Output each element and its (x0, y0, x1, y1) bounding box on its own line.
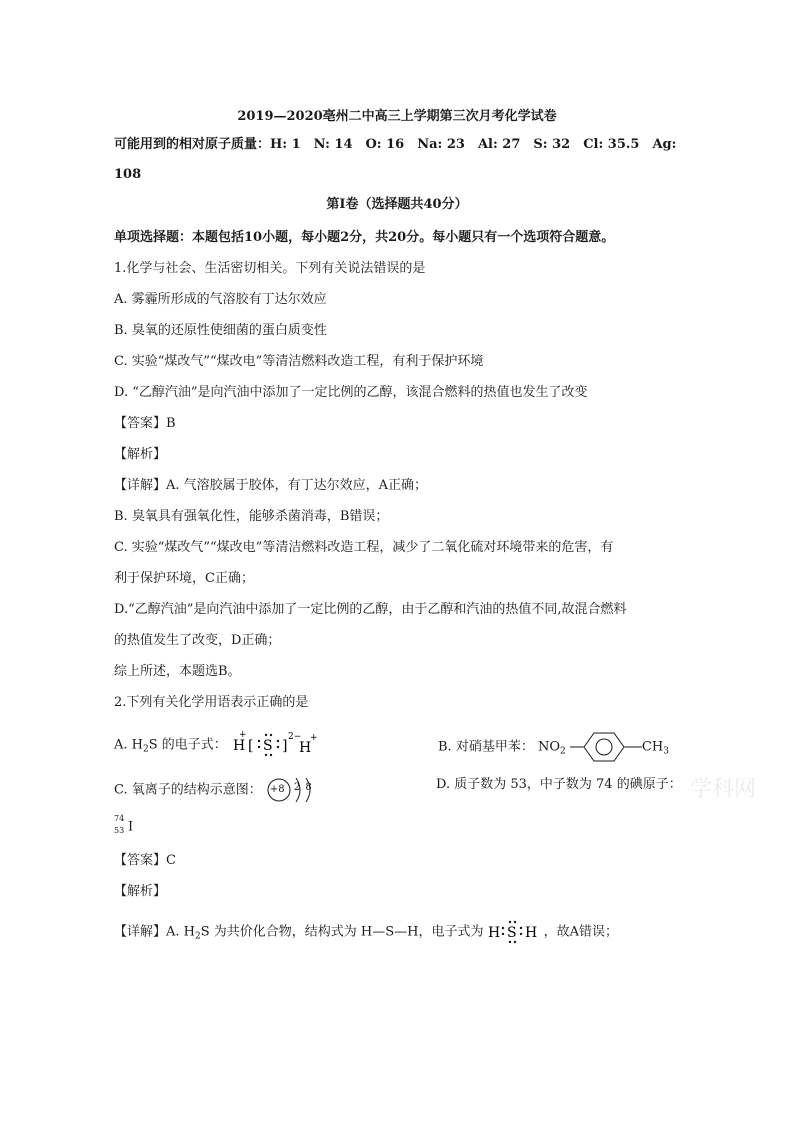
q1-detail-2: B. 臭氧具有强氧化性，能够杀菌消毒，B错误； (114, 509, 389, 524)
q1-detail-3: C. 实验“煤改气”“煤改电”等清洁燃料改造工程，减少了二氧化硫对环境带来的危害，有 (114, 540, 614, 555)
q1-option-d: D. “乙醇汽油”是向汽油中添加了一定比例的乙醇，该混合燃料的热值也发生了改变 (114, 385, 588, 400)
q2-option-b: B. 对硝基甲苯： $NO_2$ $CH_3$ (438, 730, 669, 764)
svg-text:S: S (506, 925, 517, 941)
instructions: 单项选择题：本题包括10小题，每小题2分，共20分。每小题只有一个选项符合题意。 (114, 230, 615, 245)
atomic-mass-line-1: 可能用到的相对原子质量：H: 1 N: 14 O: 16 Na: 23 Al: 27 S: 32 Cl: 35.5 Ag: (114, 137, 677, 152)
h2s-ionic-electron-formula (231, 730, 327, 760)
atomic-mass-line-2: 108 (114, 167, 142, 182)
q2-option-a: A. $H_2S$ 的电子式： H + [ S ] 2− H + (114, 730, 327, 760)
q2-detail-1: 【详解】A. $H_2S$ 为共价化合物，结构式为 H—S—H，电子式为 H S H ，故A错误； (114, 918, 618, 946)
svg-text:H: H (232, 738, 246, 754)
svg-text:]: ] (281, 738, 288, 754)
q1-answer: 【答案】B (114, 416, 176, 431)
svg-text:[: [ (247, 738, 254, 754)
nucleus-charge: +8 (269, 784, 285, 795)
q1-option-b: B. 臭氧的还原性使细菌的蛋白质变性 (114, 323, 327, 338)
svg-text:S: S (262, 738, 273, 754)
q1-analysis: 【解析】 (114, 447, 167, 462)
q1-detail-6: 的热值发生了改变，D正确； (114, 633, 281, 648)
svg-text:H: H (524, 925, 537, 941)
svg-text:2−: 2− (287, 732, 302, 742)
q1-detail-5: D.“乙醇汽油”是向汽油中添加了一定比例的乙醇，由于乙醇和汽油的热值不同,故混合燃料 (114, 602, 627, 617)
q1-stem: 1.化学与社会、生活密切相关。下列有关说法错误的是 (114, 261, 426, 276)
electron-shells: 2 8 (293, 782, 313, 793)
svg-text:+: + (309, 733, 318, 743)
q1-option-c: C. 实验“煤改气”“煤改电”等清洁燃料改造工程，有利于保护环境 (114, 354, 484, 369)
svg-text:H: H (298, 740, 312, 756)
exam-title: 2019—2020亳州二中高三上学期第三次月考化学试卷 (237, 109, 557, 124)
q1-detail-7: 综上所述，本题选B。 (114, 664, 241, 679)
q2-answer: 【答案】C (114, 853, 176, 868)
section-title: 第Ⅰ卷（选择题共40分） (326, 197, 468, 212)
watermark-logo: 学科网 (690, 777, 757, 802)
q1-detail-1: 【详解】A. 气溶胶属于胶体，有丁达尔效应，A正确； (114, 478, 428, 493)
iodine-nuclide: 74 53 I (114, 814, 134, 835)
svg-text:H: H (487, 925, 500, 941)
q1-detail-4: 利于保护环境，C正确； (114, 571, 254, 586)
q2-option-c: C. 氧离子的结构示意图： +8 2 8 (114, 776, 326, 804)
oxide-ion-diagram (266, 776, 326, 804)
q2-option-d: D. 质子数为 53，中子数为 74 的碘原子： (436, 777, 682, 792)
h2s-covalent-electron-formula (488, 918, 544, 946)
q1-option-a: A. 雾霾所形成的气溶胶有丁达尔效应 (114, 292, 327, 307)
svg-text:+: + (238, 730, 247, 740)
q2-stem: 2.下列有关化学用语表示正确的是 (114, 695, 309, 710)
benzene-ring-icon (570, 730, 642, 764)
q2-analysis: 【解析】 (114, 884, 167, 899)
